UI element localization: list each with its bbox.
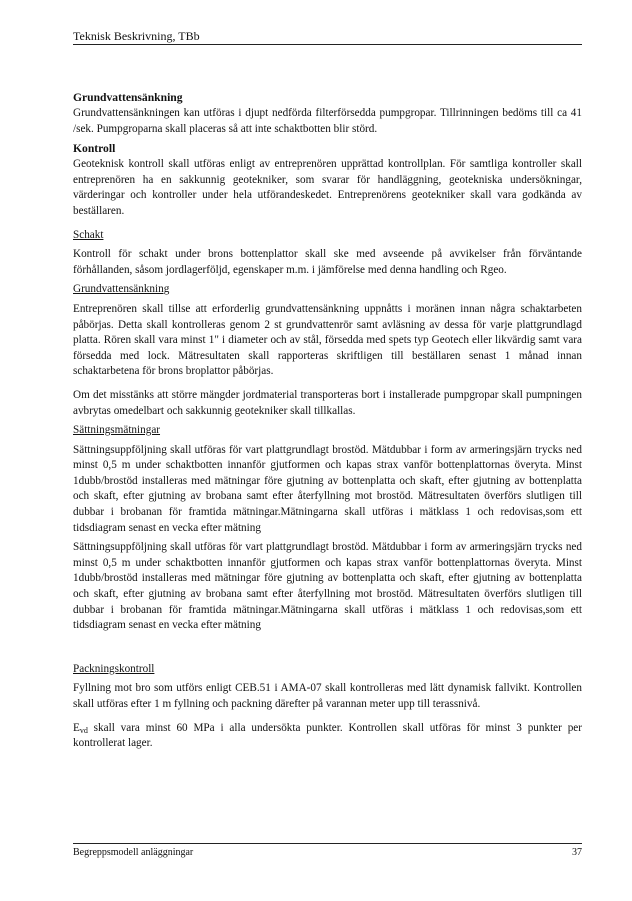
heading-kontroll: Kontroll bbox=[73, 142, 116, 156]
page-header: Teknisk Beskrivning, TBb bbox=[73, 29, 200, 43]
evd-symbol: E bbox=[73, 721, 80, 734]
header-divider bbox=[73, 44, 582, 45]
paragraph-grundvattensankning-2a: Entreprenören skall tillse att erforderlig grundvattensänkning uppnåtts i moränen innan några schaktarbeten påbörjas. Detta skall kontrolleras genom 2 st grundvattenrör samt avläsning av dessa för varje plattgrundlagd platta. Rören skall vara minst 1" i diameter och av stål, försedda med spets typ Geotech eller likvärdig samt vara försedda med lock. Mätresultaten skall rapporteras skriftligen till beställaren senast 1 månad innan schaktarbetena för brons broplattor påbörjas. bbox=[73, 302, 582, 378]
heading-grundvattensankning: Grundvattensänkning bbox=[73, 91, 183, 104]
document-body bbox=[73, 90, 582, 752]
heading-schakt: Schakt bbox=[73, 228, 104, 241]
heading-grundvattensankning-2: Grundvattensänkning bbox=[73, 283, 170, 296]
paragraph-grundvattensankning: Grundvattensänkningen kan utföras i djupt nedförda filterförsedda pumpgropar. Tillrinningen bedöms till ca 41 /sek. Pumpgroparna skall placeras så att inte schaktbotten blir störd. bbox=[73, 107, 582, 135]
paragraph-sattningsmatningar-b: Sättningsuppföljning skall utföras för vart plattgrundlagt brostöd. Mätdubbar i form av armeringsjärn trycks ned minst 0,5 m under schaktbotten innanför gjutformen och kapas strax vanför bottenplattornas överyta. Minst 1dubb/brostöd installeras med mätningar före gjutning av bottenplatta och skaft, efter gjutning av bottenplatta och skaft, efter gjutning av brobana samt efter återfyllning mot brostöd. Mätresultaten överförs slutligen till dubbar i brobanan för framtida mätningar.Mätningarna skall utföras i mätklass 1 och redovisas,som ett tidsdiagram senast en vecka efter mätning bbox=[73, 541, 582, 632]
heading-sattningsmatningar: Sättningsmätningar bbox=[73, 424, 161, 437]
paragraph-schakt: Kontroll för schakt under brons bottenplattor skall ske med avseende på avvikelser från förväntande förhållanden, såsom jordlagerföljd, egenskaper m.m. i jämförelse med denna handling och Rgeo. bbox=[73, 248, 582, 276]
paragraph-packningskontroll-b bbox=[73, 721, 582, 752]
footer-title: Begreppsmodell anläggningar bbox=[73, 847, 194, 858]
heading-packningskontroll: Packningskontroll bbox=[73, 662, 155, 675]
paragraph-sattningsmatningar-a: Sättningsuppföljning skall utföras för vart plattgrundlagt brostöd. Mätdubbar i form av armeringsjärn trycks ned minst 0,5 m under schaktbotten innanför gjutformen och kapas strax vanför bottenplattornas överyta. Minst 1dubb/brostöd installeras med mätningar före gjutning av bottenplatta och skaft, efter gjutning av bottenplatta och skaft, efter gjutning av brobana samt efter återfyllning mot brostöd. Mätresultaten överförs slutligen till dubbar i brobanan för framtida mätningar.Mätningarna skall utföras i mätklass 1 och redovisas,som ett tidsdiagram senast en vecka efter mätning bbox=[73, 443, 582, 534]
evd-subscript: vd bbox=[79, 725, 88, 735]
footer-divider bbox=[73, 843, 582, 844]
page-number: 37 bbox=[572, 847, 582, 858]
paragraph-grundvattensankning-2b: Om det misstänks att större mängder jordmaterial transporteras bort i installerade pumpgropar skall pumpningen avbrytas omedelbart och sakkunnig geotekniker skall tillkallas. bbox=[73, 388, 582, 417]
paragraph-packningskontroll-a: Fyllning mot bro som utförs enligt CEB.51 i AMA-07 skall kontrolleras med lätt dynamisk fallvikt. Kontrollen skall utföras efter 1 m fyllning och packning därefter på varannan meter upp till terassnivå. bbox=[73, 682, 582, 710]
paragraph-kontroll: Geoteknisk kontroll skall utföras enligt av entreprenören upprättad kontrollplan. För samtliga kontroller skall entreprenören ha en sakkunnig geotekniker, som svarar för handläggning, geotekniska undersökningar, värderingar och kontroller under hela utförandeskedet. Entreprenörens geotekniker skall vara godkända av beställaren. bbox=[73, 158, 582, 217]
evd-text: skall vara minst 60 MPa i alla undersökta punkter. Kontrollen skall utföras för minst 3 punkter per kontrollerat lager. bbox=[73, 721, 582, 750]
